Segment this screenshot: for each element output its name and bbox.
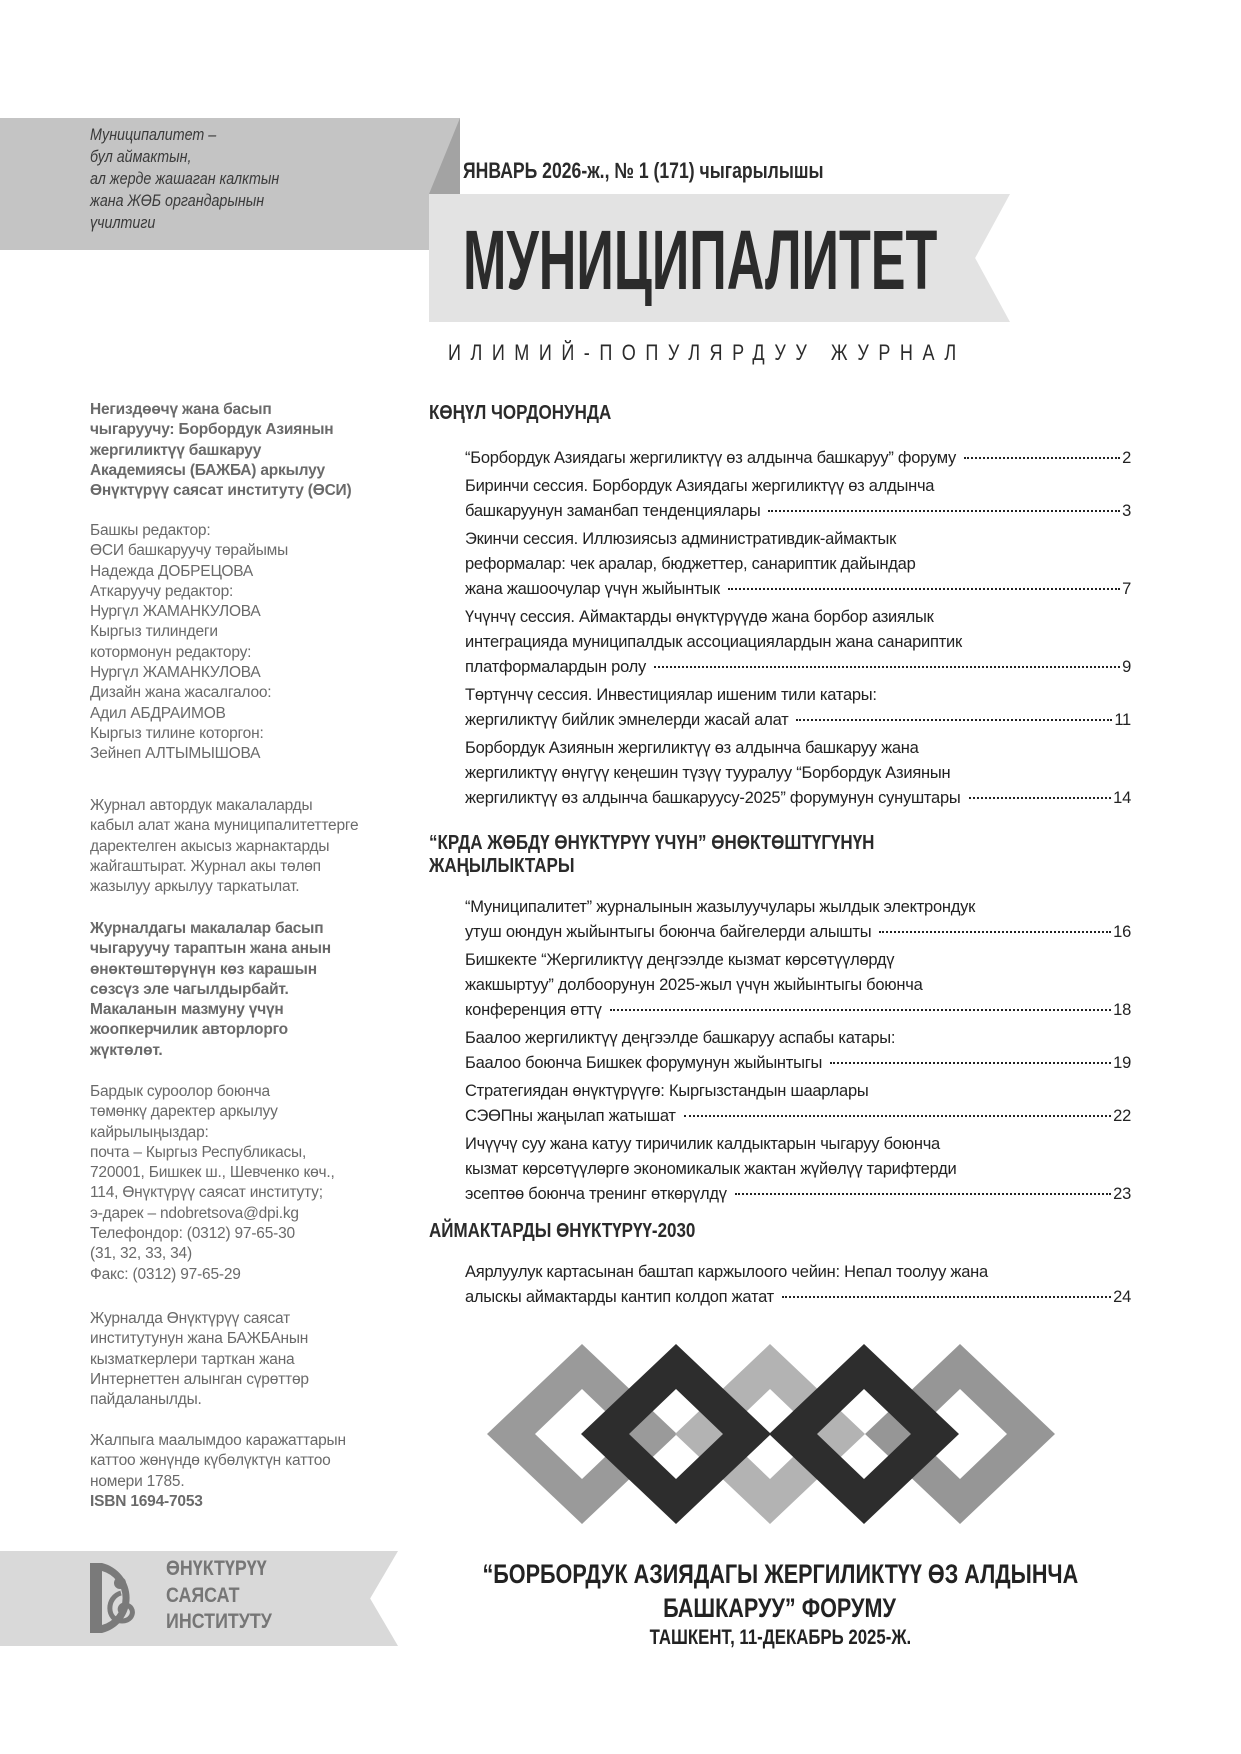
toc-entry-line: жана жашоочулар үчүн жыйынтык <box>465 580 720 598</box>
toc-entry-line: Биринчи сессия. Борбордук Азиядагы жергиликтүү өз алдынча <box>465 477 935 495</box>
toc-entry-last-line <box>465 920 1131 945</box>
toc-entry-line: Ичүүчү суу жана катуу тиричилик калдыктарын чыгаруу боюнча <box>465 1135 940 1153</box>
text-line: чыгаруучу: Борбордук Азиянын <box>90 421 334 439</box>
text-line: Макаланын мазмуну үчүн <box>90 1001 284 1019</box>
dot-leader <box>728 588 1120 590</box>
toc-entry-line: Аярлуулук картасынан баштап каржылоого чейин: Непал тоолуу жана <box>465 1263 988 1281</box>
photo-credits <box>90 1309 309 1410</box>
text-line: ӨСИ башкаруучу төрайымы <box>90 542 289 560</box>
toc-entry-line: Бишкекте “Жергиликтүү деңгээлде кызмат көрсөтүүлөрдү <box>465 951 895 969</box>
issue-number: ЯНВАРЬ 2026-ж., № 1 (171) чыгарылышы <box>463 158 824 183</box>
toc-entry-line: алыскы аймактарды кантип колдоп жатат <box>465 1288 774 1306</box>
text-line: каттоо жөнүндө күбөлүктүн каттоо <box>90 1452 331 1470</box>
text-line: Академиясы (БАЖБА) аркылуу <box>90 461 325 479</box>
text-line: институтунун жана БАЖБАнын <box>90 1330 309 1348</box>
toc-section-heading <box>429 832 1028 878</box>
dot-leader <box>735 1193 1111 1195</box>
text-line: Интернеттен алынган сүрөттөр <box>90 1370 309 1388</box>
text-line: кайрылыңыздар: <box>90 1123 209 1141</box>
diamond-pattern-ornament <box>487 1343 1055 1525</box>
text-line: САЯСАТ <box>166 1583 240 1607</box>
toc-entry-last-line <box>465 655 1131 680</box>
toc-entry[interactable] <box>465 446 1131 471</box>
toc-entry-line: СЭӨПны жаңылап жатышат <box>465 1107 676 1125</box>
text-line: даректелген акысыз жарнактарды <box>90 837 330 855</box>
toc-entry[interactable] <box>465 1079 1131 1129</box>
toc-entry-line: Үчүнчү сессия. Аймактарды өнүктүрүүдө жана борбор азиялык <box>465 608 934 626</box>
text-line: 720001, Бишкек ш., Шевченко көч., <box>90 1164 335 1182</box>
toc-page-number: 3 <box>1122 502 1131 520</box>
toc-section-heading <box>429 1220 1028 1243</box>
toc-entry[interactable] <box>465 474 1131 524</box>
toc-entry-line: жергиликтүү өнүгүү кеңешин түзүү тууралуу “Борбордук Азиянын <box>465 764 951 782</box>
toc-page-number: 11 <box>1114 711 1131 729</box>
institute-logo-text <box>166 1556 272 1636</box>
dot-leader <box>830 1062 1111 1064</box>
text-line: Журналдагы макалалар басып <box>90 920 324 937</box>
text-line: ИНСТИТУТУ <box>166 1610 272 1633</box>
toc-page-number: 14 <box>1113 789 1131 807</box>
toc-page-number: 22 <box>1113 1107 1131 1125</box>
text-line: почта – Кыргыз Республикасы, <box>90 1143 307 1161</box>
toc-page-number: 2 <box>1122 449 1131 467</box>
toc-page-number: 24 <box>1113 1288 1131 1306</box>
text-line: Аткаруучу редактор: <box>90 582 234 600</box>
toc-entry[interactable] <box>465 948 1131 1023</box>
text-line: төмөнкү даректер аркылуу <box>90 1103 278 1121</box>
forum-title-line-1: “БОРБОРДУК АЗИЯДАГЫ ЖЕРГИЛИКТҮҮ ӨЗ АЛДЫНЧА <box>482 1559 1078 1589</box>
gray-diamond-ring <box>865 1344 1055 1524</box>
text-line: Зейнеп АЛТЫМЫШОВА <box>90 745 261 763</box>
text-line: үчилтиги <box>90 213 156 232</box>
text-line: Надежда ДОБРЕЦОВА <box>90 562 253 580</box>
text-line: Телефондор: (0312) 97-65-30 <box>90 1225 295 1243</box>
text-line: жүктөлөт. <box>90 1041 163 1059</box>
heading-line: “КРДА ЖӨБДҮ ӨНҮКТҮРҮҮ ҮЧҮН” ӨНӨКТӨШТҮГҮНҮН <box>429 832 875 854</box>
text-line: Нургүл ЖАМАНКУЛОВА <box>90 664 261 682</box>
toc-entry-line: башкаруунун заманбап тенденциялары <box>465 502 761 520</box>
text-line: Жалпыга маалымдоо каражаттарын <box>90 1432 346 1449</box>
text-line: Кыргыз тилине которгон: <box>90 724 264 742</box>
toc-entry-line: Борбордук Азиянын жергиликтүү өз алдынча башкаруу жана <box>465 739 919 757</box>
toc-entry[interactable] <box>465 527 1131 602</box>
text-line: жоопкерчилик авторлорго <box>90 1021 288 1039</box>
text-line: кызматкерлери тарткан жана <box>90 1350 295 1368</box>
toc-page-number: 9 <box>1122 658 1131 676</box>
toc-entry-line: платформалардын ролу <box>465 658 647 676</box>
text-line: Журнал автордук макалаларды <box>90 797 313 814</box>
toc-entry[interactable] <box>465 1260 1131 1310</box>
forum-title-line-2: БАШКАРУУ” ФОРУМУ <box>663 1593 897 1623</box>
text-line: Факс: (0312) 97-65-29 <box>90 1265 241 1283</box>
text-line: ӨНҮКТҮРҮҮ <box>166 1557 267 1580</box>
text-line: Адил АБДРАИМОВ <box>90 704 226 722</box>
toc-entry-line: “Борбордук Азиядагы жергиликтүү өз алдынча башкаруу” форуму <box>465 449 957 467</box>
toc-entry[interactable] <box>465 683 1131 733</box>
tagline <box>90 124 279 234</box>
toc-section-heading <box>429 400 1028 426</box>
text-line: Негиздөөчү жана басып <box>90 401 272 418</box>
text-line: э-дарек – ndobretsova@dpi.kg <box>90 1204 299 1222</box>
toc-entry[interactable] <box>465 736 1131 811</box>
toc-entry-line: жакшыртуу” долбоорунун 2025-жыл үчүн жыйынтыгы боюнча <box>465 976 923 994</box>
dot-leader <box>964 457 1120 459</box>
text-line: Муниципалитет – <box>90 125 217 144</box>
heading-line: АЙМАКТАРДЫ ӨНҮКТҮРҮҮ-2030 <box>429 1220 696 1242</box>
dot-leader <box>782 1296 1111 1298</box>
text-line: пайдаланылды. <box>90 1391 202 1409</box>
disclaimer <box>90 919 331 1061</box>
toc-entry-line: жергиликтүү бийлик эмнелерди жасай алат <box>465 711 789 729</box>
toc-entry-line: эсептөө боюнча тренинг өткөрүлдү <box>465 1185 727 1203</box>
heading-line: ЖАҢЫЛЫКТАРЫ <box>429 855 575 877</box>
institute-logo-icon <box>88 1561 154 1635</box>
toc-entry-line: реформалар: чек аралар, бюджеттер, санариптик дайындар <box>465 555 916 573</box>
toc-entry-last-line <box>465 998 1131 1023</box>
text-line: сөзсүз эле чагылдырбайт. <box>90 980 289 998</box>
toc-page-number: 18 <box>1113 1001 1131 1019</box>
toc-entry-last-line <box>465 1182 1131 1207</box>
dot-leader <box>610 1009 1112 1011</box>
toc-section <box>429 400 1134 814</box>
text-line: ал жерде жашаган калктын <box>90 169 280 188</box>
toc-entry-line: утуш оюндун жыйынтыгы боюнча байгелерди алышты <box>465 923 872 941</box>
toc-entry-last-line <box>465 499 1131 524</box>
text-line: Журналда Өнүктүрүү саясат <box>90 1310 291 1327</box>
toc-section <box>429 1220 1134 1313</box>
text-line: бул аймактын, <box>90 147 192 166</box>
text-line: (31, 32, 33, 34) <box>90 1245 192 1263</box>
text-line: Өнүктүрүү саясат институту (ӨСИ) <box>90 482 352 500</box>
text-line: Нургүл ЖАМАНКУЛОВА <box>90 603 261 621</box>
toc-page-number: 23 <box>1113 1185 1131 1203</box>
toc-section <box>429 832 1134 1210</box>
dot-leader <box>768 510 1120 512</box>
editorial-staff <box>90 521 288 765</box>
publisher-info <box>90 400 351 501</box>
text-line: жайгаштырат. Журнал акы төлөп <box>90 857 321 875</box>
text-line: кабыл алат жана муниципалитеттерге <box>90 817 359 835</box>
toc-entry-line: “Муниципалитет” журналынын жазылуучулары жылдык электрондук <box>465 898 976 916</box>
text-line: жазылуу аркылуу таркатылат. <box>90 878 300 896</box>
toc-entry[interactable] <box>465 1026 1131 1076</box>
toc-entry-last-line <box>465 1285 1131 1310</box>
toc-entry-last-line <box>465 446 1131 471</box>
text-line: номери 1785. <box>90 1472 185 1490</box>
toc-entry-last-line <box>465 577 1131 602</box>
toc-page-number: 19 <box>1113 1054 1131 1072</box>
journal-subtitle: ИЛИМИЙ-ПОПУЛЯРДУУ ЖУРНАЛ <box>448 340 966 365</box>
contacts <box>90 1082 335 1285</box>
text-line: жана ЖӨБ органдарынын <box>90 191 265 210</box>
toc-entry-line: Баалоо жергиликтүү деңгээлде башкаруу аспабы катары: <box>465 1029 896 1047</box>
toc-entry[interactable] <box>465 1132 1131 1207</box>
text-line: котормонун редактору: <box>90 643 252 661</box>
toc-entry-line: конференция өттү <box>465 1001 602 1019</box>
toc-entry[interactable] <box>465 605 1131 680</box>
text-line: Башкы редактор: <box>90 522 211 539</box>
dot-leader <box>684 1115 1111 1117</box>
text-line: Бардык суроолор боюнча <box>90 1083 270 1100</box>
isbn: ISBN 1694-7053 <box>90 1493 203 1510</box>
toc-entry-line: интеграцияда муниципалдык ассоциациялардын жана санариптик <box>465 633 962 651</box>
heading-line: КӨҢҮЛ ЧОРДОНУНДА <box>429 402 612 424</box>
text-line: өнөктөштөрүнүн көз карашын <box>90 960 317 978</box>
text-line: 114, Өнүктүрүү саясат институту; <box>90 1184 323 1202</box>
journal-title: МУНИЦИПАЛИТЕТ <box>463 213 938 307</box>
dot-leader <box>969 797 1112 799</box>
toc-entry[interactable] <box>465 895 1131 945</box>
dot-leader <box>879 931 1111 933</box>
toc-page-number: 16 <box>1113 923 1131 941</box>
forum-date: ТАШКЕНТ, 11-ДЕКАБРЬ 2025-Ж. <box>649 1626 911 1649</box>
toc-entry-last-line <box>465 1051 1131 1076</box>
toc-entry-last-line <box>465 1104 1131 1129</box>
text-line: жергиликтүү башкаруу <box>90 441 262 459</box>
toc-entry-line: Төртүнчү сессия. Инвестициялар ишеним тили катары: <box>465 686 877 704</box>
toc-entry-last-line <box>465 786 1131 811</box>
text-line: Кыргыз тилиндеги <box>90 623 218 641</box>
toc-entry-line: кызмат көрсөтүүлөргө экономикалык жактан жүйөлүү тарифтерди <box>465 1160 957 1178</box>
toc-page-number: 7 <box>1122 580 1131 598</box>
toc-entry-last-line <box>465 708 1131 733</box>
toc-entry-line: жергиликтүү өз алдынча башкаруусу-2025” форумунун сунуштары <box>465 789 961 807</box>
dot-leader <box>796 719 1112 721</box>
toc-entry-line: Баалоо боюнча Бишкек форумунун жыйынтыгы <box>465 1054 823 1072</box>
advertising-note <box>90 796 358 897</box>
dot-leader <box>654 666 1120 668</box>
registration-info <box>90 1431 346 1492</box>
toc-entry-line: Экинчи сессия. Иллюзиясыз административдик-аймактык <box>465 530 897 548</box>
text-line: Дизайн жана жасалгалоо: <box>90 684 272 702</box>
text-line: чыгаруучу тараптын жана анын <box>90 940 331 958</box>
toc-entry-line: Стратегиядан өнүктүрүүгө: Кыргызстандын шаарлары <box>465 1082 869 1100</box>
